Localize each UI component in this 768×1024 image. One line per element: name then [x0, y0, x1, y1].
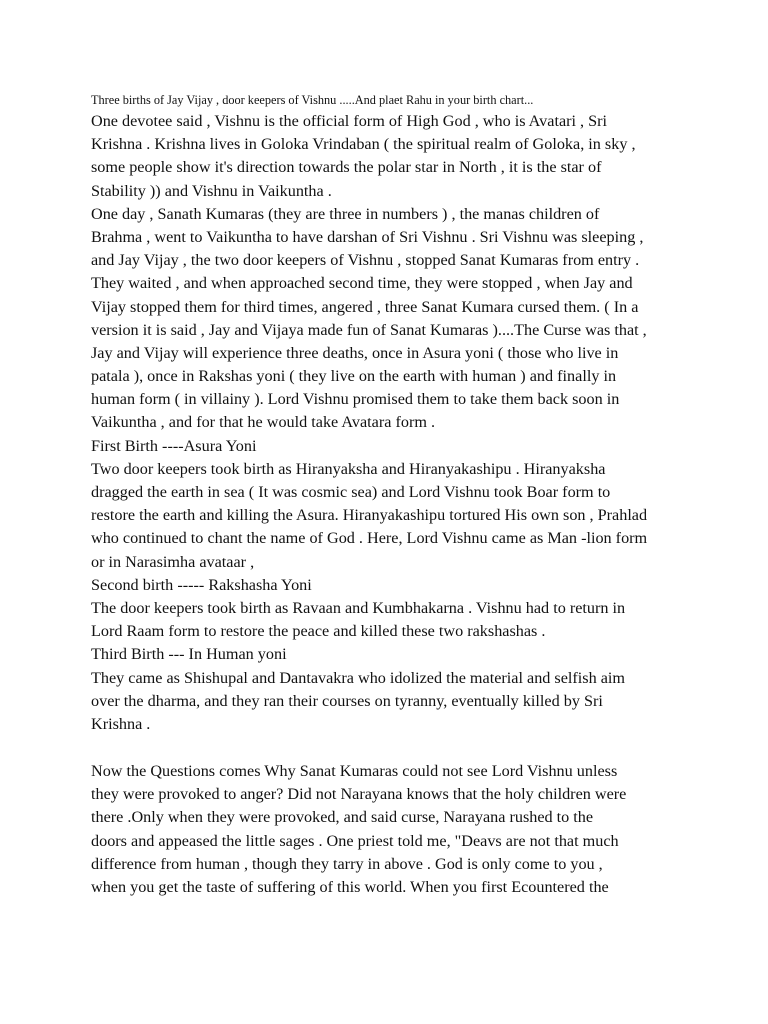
text-line: human form ( in villainy ). Lord Vishnu promised them to take them back soon in [91, 390, 620, 409]
text-line: difference from human , though they tarry in above . God is only come to you , [91, 854, 603, 873]
document-title: Three births of Jay Vijay , door keepers of Vishnu .....And plaet Rahu in your birth chart... [91, 93, 534, 107]
text-line: version it is said , Jay and Vijaya made fun of Sanat Kumaras )....The Curse was that , [91, 320, 647, 339]
text-line: They came as Shishupal and Dantavakra who idolized the material and selfish aim [91, 668, 626, 687]
text-line: there .Only when they were provoked, and said curse, Narayana rushed to the [91, 808, 594, 827]
text-line: They waited , and when approached second time, they were stopped , when Jay and [91, 274, 633, 293]
document-body [91, 110, 731, 899]
text-line: Krishna . Krishna lives in Goloka Vrindaban ( the spiritual realm of Goloka, in sky , [91, 135, 636, 154]
text-line: One day , Sanath Kumaras (they are three in numbers ) , the manas children of [91, 204, 600, 223]
text-line: and Jay Vijay , the two door keepers of Vishnu , stopped Sanat Kumaras from entry . [91, 251, 640, 270]
text-line: some people show it's direction towards the polar star in North , it is the star of [91, 158, 602, 177]
section-heading: First Birth ----Asura Yoni [91, 436, 257, 455]
text-line: Lord Raam form to restore the peace and killed these two rakshashas . [91, 622, 546, 641]
text-line: Jay and Vijay will experience three deaths, once in Asura yoni ( those who live in [91, 343, 619, 362]
text-line: Brahma , went to Vaikuntha to have darshan of Sri Vishnu . Sri Vishnu was sleeping , [91, 227, 644, 246]
text-line: restore the earth and killing the Asura. Hiranyakashipu tortured His own son , Prahlad [91, 506, 648, 525]
text-line: patala ), once in Rakshas yoni ( they live on the earth with human ) and finally in [91, 367, 617, 386]
text-line: Now the Questions comes Why Sanat Kumaras could not see Lord Vishnu unless [91, 762, 618, 781]
text-line: Krishna . [91, 714, 151, 733]
text-line: Two door keepers took birth as Hiranyaksha and Hiranyakashipu . Hiranyaksha [91, 459, 606, 478]
paragraph-gap [91, 736, 731, 760]
section-heading: Third Birth --- In Human yoni [91, 645, 287, 664]
section-heading: Second birth ----- Rakshasha Yoni [91, 575, 312, 594]
text-line: The door keepers took birth as Ravaan and Kumbhakarna . Vishnu had to return in [91, 598, 626, 617]
text-line: Stability )) and Vishnu in Vaikuntha . [91, 181, 332, 200]
text-line: dragged the earth in sea ( It was cosmic sea) and Lord Vishnu took Boar form to [91, 483, 611, 501]
text-line: over the dharma, and they ran their courses on tyranny, eventually killed by Sri [91, 691, 603, 710]
text-line: they were provoked to anger? Did not Narayana knows that the holy children were [91, 785, 627, 804]
text-line: or in Narasimha avataar , [91, 552, 255, 571]
text-line: One devotee said , Vishnu is the official form of High God , who is Avatari , Sri [91, 112, 608, 130]
text-line: Vijay stopped them for third times, angered , three Sanat Kumara cursed them. ( In a [91, 297, 639, 316]
text-line: doors and appeased the little sages . One priest told me, "Deavs are not that much [91, 831, 619, 850]
text-line: Vaikuntha , and for that he would take Avatara form . [91, 413, 436, 432]
text-line: who continued to chant the name of God . Here, Lord Vishnu came as Man -lion form [91, 529, 648, 548]
text-line: when you get the taste of suffering of this world. When you first Ecountered the [91, 878, 609, 896]
